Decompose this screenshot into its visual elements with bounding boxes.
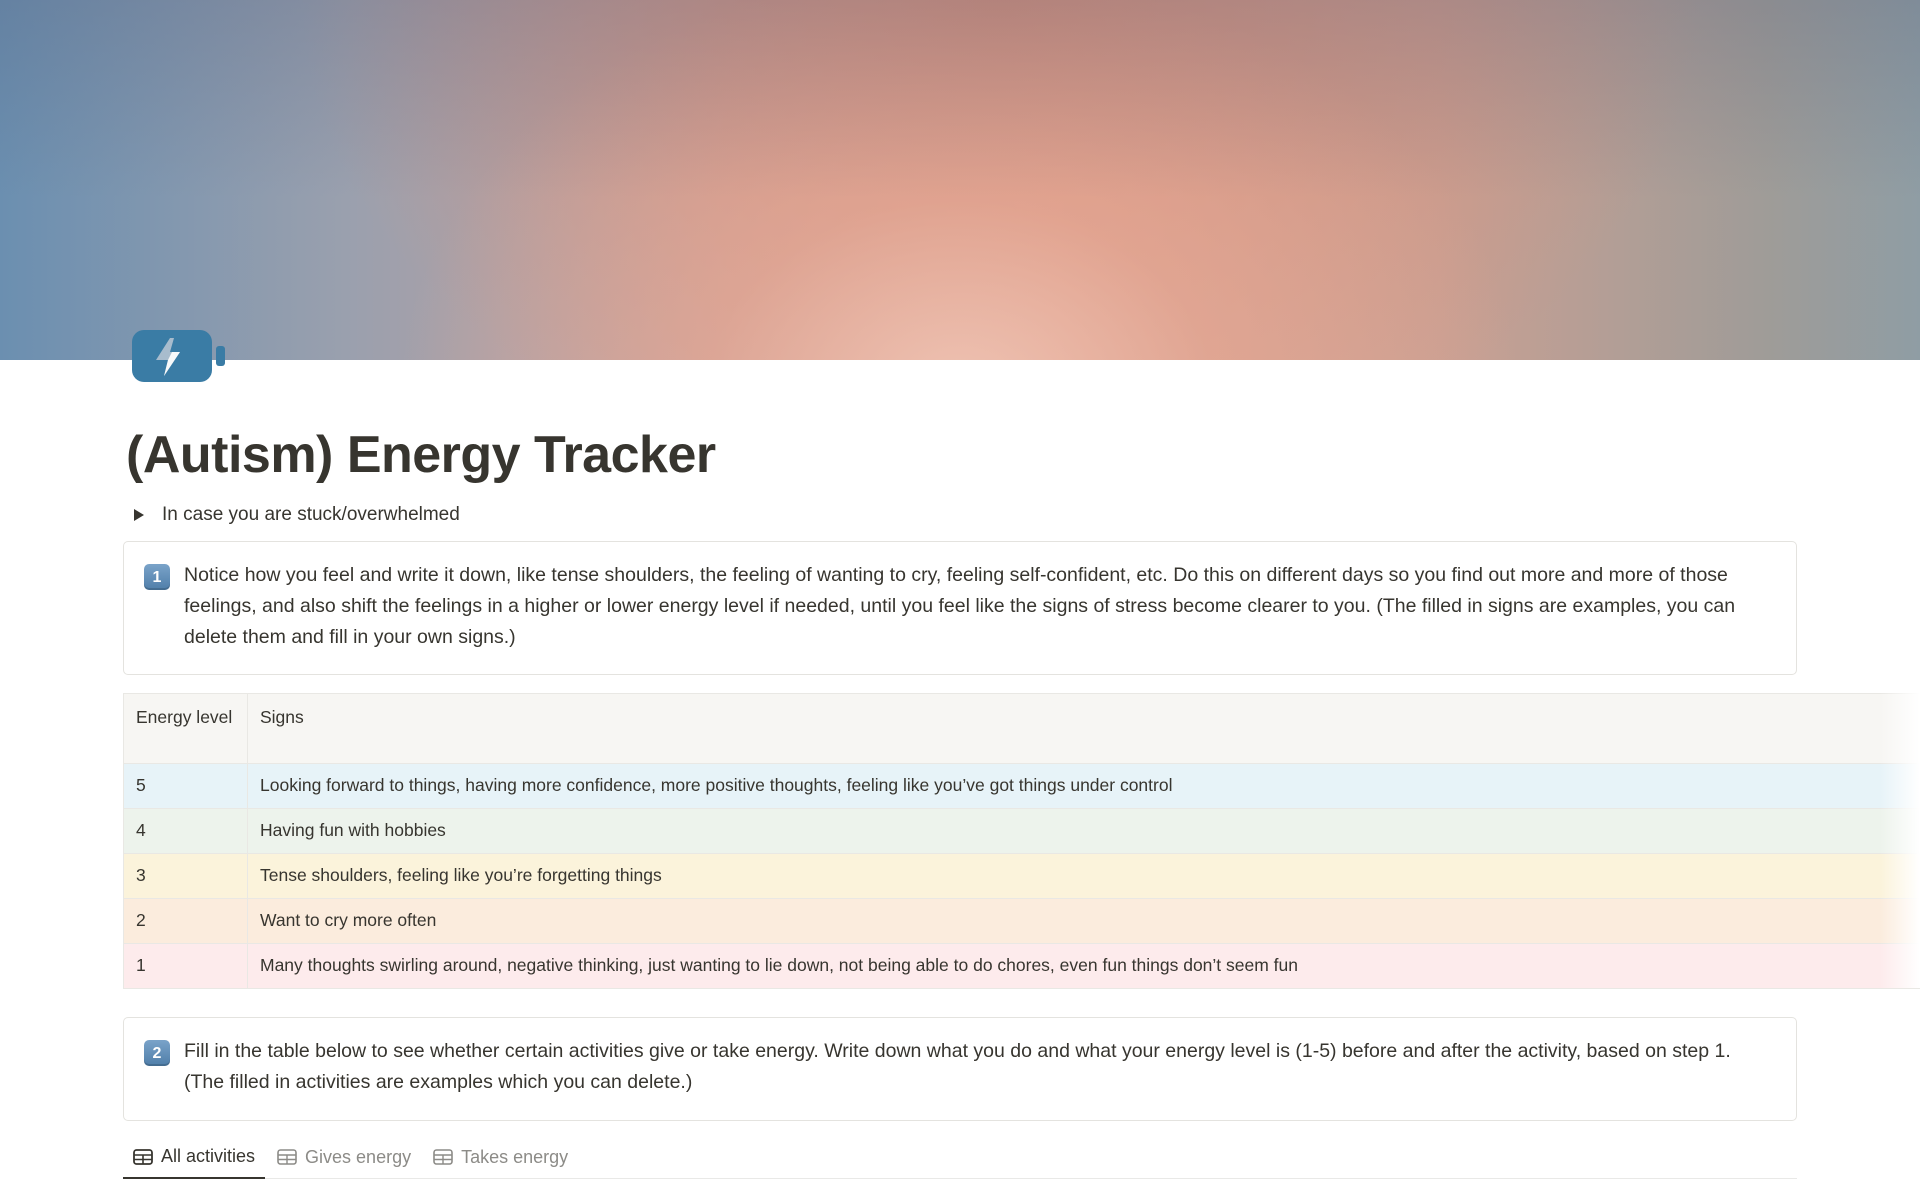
tab-takes-energy[interactable] bbox=[423, 1136, 578, 1178]
battery-bolt-icon[interactable] bbox=[132, 330, 228, 382]
tab-label: Takes energy bbox=[461, 1146, 569, 1167]
table-row bbox=[124, 764, 1920, 809]
toggle-stuck-overwhelmed[interactable] bbox=[130, 500, 460, 530]
callout-step-1 bbox=[123, 541, 1797, 675]
signs-cell[interactable]: Tense shoulders, feeling like you’re forgetting things bbox=[248, 854, 1920, 899]
table-icon bbox=[433, 1149, 453, 1165]
page-cover bbox=[0, 0, 1920, 360]
energy-level-cell[interactable]: 3 bbox=[124, 854, 248, 899]
table-row bbox=[124, 809, 1920, 854]
signs-cell[interactable]: Having fun with hobbies bbox=[248, 809, 1920, 854]
table-scroll-fade bbox=[1880, 693, 1920, 988]
energy-level-cell[interactable]: 2 bbox=[124, 899, 248, 944]
table-icon bbox=[277, 1149, 297, 1165]
table-row bbox=[124, 944, 1920, 989]
database-view-tabs bbox=[123, 1136, 1797, 1179]
callout-step-2 bbox=[123, 1017, 1797, 1121]
toggle-label: In case you are stuck/overwhelmed bbox=[162, 504, 460, 525]
tab-all-activities[interactable] bbox=[123, 1136, 265, 1179]
energy-level-cell[interactable]: 5 bbox=[124, 764, 248, 809]
energy-level-cell[interactable]: 1 bbox=[124, 944, 248, 989]
header-energy-level[interactable]: Energy level bbox=[124, 694, 248, 764]
energy-level-cell[interactable]: 4 bbox=[124, 809, 248, 854]
signs-table bbox=[123, 693, 1920, 989]
callout-text: Notice how you feel and write it down, like tense shoulders, the feeling of wanting to cry, feeling self-confident, etc. Do this on different days so you find out more and more of those feelings, and also shift the feelings in a higher or lower energy level if needed, until you feel like the signs of stress become clearer to you. (The filled in signs are examples, you can delete them and fill in your own signs.) bbox=[184, 564, 1736, 648]
page-title[interactable]: (Autism) Energy Tracker bbox=[126, 426, 716, 484]
tab-label: Gives energy bbox=[305, 1146, 412, 1167]
header-signs[interactable]: Signs bbox=[248, 694, 1920, 764]
signs-cell[interactable]: Looking forward to things, having more confidence, more positive thoughts, feeling like you’ve got things under control bbox=[248, 764, 1920, 809]
tab-gives-energy[interactable] bbox=[267, 1136, 421, 1178]
table-row bbox=[124, 899, 1920, 944]
signs-cell[interactable]: Many thoughts swirling around, negative thinking, just wanting to lie down, not being able to do chores, even fun things don’t seem fun bbox=[248, 944, 1920, 989]
signs-cell[interactable]: Want to cry more often bbox=[248, 899, 1920, 944]
table-icon bbox=[133, 1149, 153, 1165]
keycap-2-icon: 2 bbox=[144, 1040, 170, 1066]
toggle-triangle-icon[interactable] bbox=[134, 509, 144, 521]
tab-label: All activities bbox=[161, 1146, 256, 1166]
table-header-row bbox=[124, 694, 1920, 764]
callout-text: Fill in the table below to see whether certain activities give or take energy. Write down what you do and what your energy level is (1-5) before and after the activity, based on step 1. (The filled in activities are examples which you can delete.) bbox=[184, 1040, 1731, 1093]
table-row bbox=[124, 854, 1920, 899]
keycap-1-icon: 1 bbox=[144, 564, 170, 590]
